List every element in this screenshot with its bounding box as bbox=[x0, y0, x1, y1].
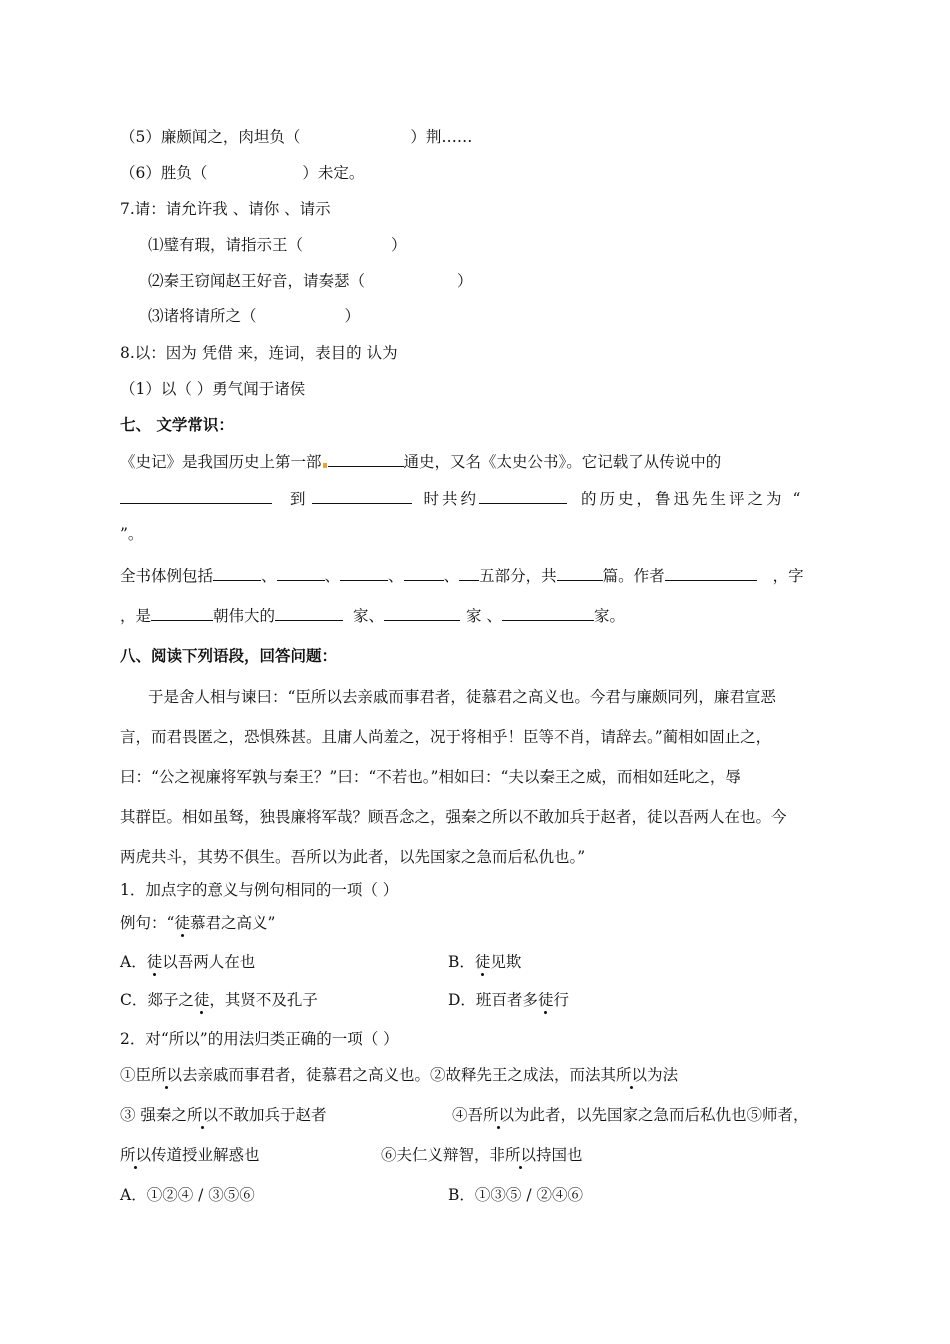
text: ①臣 bbox=[120, 1066, 152, 1084]
blank bbox=[665, 565, 757, 581]
text: ，字 bbox=[772, 567, 804, 585]
blank bbox=[328, 451, 404, 467]
question-line bbox=[120, 163, 364, 183]
text: ⑶诸将请所之（ bbox=[148, 307, 257, 325]
blank bbox=[557, 565, 603, 581]
question-2: 2．对“所以”的用法归类正确的一项（ ） bbox=[120, 1030, 399, 1048]
blank bbox=[340, 565, 388, 581]
text: ，是 bbox=[120, 607, 152, 625]
text: 为法 bbox=[647, 1066, 679, 1084]
fill-line bbox=[120, 488, 803, 509]
dotted-text: 所以 bbox=[120, 1146, 152, 1164]
text: 、 bbox=[443, 567, 460, 585]
text: 为此者，以先国家之急而后私仇也⑤师者， bbox=[514, 1106, 809, 1124]
question-line bbox=[120, 127, 472, 147]
text: 去亲戚而事君者，徒慕君之高义也。②故释先王之成法，而法其 bbox=[182, 1066, 617, 1084]
blank bbox=[502, 605, 594, 621]
option-d bbox=[448, 990, 569, 1010]
text: ）荆…… bbox=[410, 128, 473, 146]
text: 传道授业解惑也 bbox=[151, 1146, 260, 1164]
section-heading: 八、阅读下列语段，回答问题： bbox=[120, 646, 338, 665]
passage-line: 其群臣。相如虽驽，独畏廉将军哉？顾吾念之，强秦之所以不敢加兵于赵者，徒以吾两人在也。今 bbox=[120, 808, 787, 826]
dotted-char: 徒 bbox=[146, 953, 163, 971]
text: 朝伟大的 bbox=[213, 607, 276, 625]
text: （5）廉颇闻之，肉坦负（ bbox=[120, 128, 301, 146]
text: 《史记》是我国历史上第一部 bbox=[120, 453, 322, 471]
text: 篇。作者 bbox=[602, 567, 665, 585]
text: 到 bbox=[290, 490, 306, 508]
q2-line bbox=[120, 1065, 678, 1085]
text: ）未定。 bbox=[302, 164, 365, 182]
text: B． bbox=[448, 953, 475, 971]
passage-line: 两虎共斗，其势不俱生。吾所以为此者，以先国家之急而后私仇也。” bbox=[120, 848, 586, 866]
text: 、 bbox=[261, 567, 277, 585]
blank bbox=[213, 565, 261, 581]
text: 、 bbox=[388, 567, 404, 585]
text: ⑴璧有瑕，请指示王（ bbox=[148, 236, 304, 254]
dotted-text: 所以 bbox=[483, 1106, 515, 1124]
dotted-char: 徒 bbox=[537, 991, 554, 1009]
question-line: （1）以（ ）勇气闻于诸侯 bbox=[120, 380, 306, 398]
text: 、 bbox=[324, 567, 341, 585]
example-sentence bbox=[120, 913, 275, 933]
q2-line bbox=[452, 1105, 809, 1125]
text: D．班百者多 bbox=[448, 991, 538, 1009]
question-line bbox=[148, 235, 407, 255]
dotted-char: 徒 bbox=[174, 914, 190, 932]
text: 慕君之高义” bbox=[189, 914, 276, 932]
blank bbox=[275, 605, 343, 621]
text: ③ 强秦之 bbox=[120, 1106, 187, 1124]
question-line bbox=[148, 271, 473, 291]
dotted-text: 所以 bbox=[186, 1106, 218, 1124]
q2-line bbox=[120, 1105, 326, 1125]
option-a: A．①②④ / ③⑤⑥ bbox=[120, 1186, 255, 1204]
blank bbox=[151, 605, 213, 621]
option-b bbox=[448, 952, 521, 972]
option-a bbox=[120, 952, 255, 972]
blank bbox=[404, 565, 444, 581]
text: ） bbox=[391, 236, 407, 254]
text: 见欺 bbox=[490, 953, 522, 971]
text: 家、 bbox=[353, 607, 385, 625]
dotted-char: 徒 bbox=[474, 953, 491, 971]
text: ④吾 bbox=[452, 1106, 484, 1124]
fill-line bbox=[120, 605, 625, 626]
fill-line: ”。 bbox=[120, 525, 144, 543]
text: 全书体例包括 bbox=[120, 567, 214, 585]
passage-line: 曰：“公之视廉将军孰与秦王？”曰：“不若也。”相如曰：“夫以秦王之威，而相如廷叱之，辱 bbox=[120, 768, 741, 786]
dotted-text: 所以 bbox=[505, 1146, 537, 1164]
blank bbox=[479, 488, 567, 504]
text: 行 bbox=[553, 991, 569, 1009]
fill-line bbox=[120, 565, 804, 586]
text: 家。 bbox=[593, 607, 625, 625]
question-line bbox=[148, 306, 360, 326]
blank bbox=[459, 565, 479, 581]
blank bbox=[312, 488, 412, 504]
text: 例句：“ bbox=[120, 914, 175, 932]
dotted-text: 所以 bbox=[151, 1066, 183, 1084]
passage-line: 于是舍人相与谏曰：“臣所以去亲戚而事君者，徒慕君之高义也。今君与廉颇同列，廉君宣恶 bbox=[148, 688, 776, 706]
text: ） bbox=[457, 272, 473, 290]
blank bbox=[120, 488, 272, 504]
text: ⑵秦王窃闻赵王好音，请奏瑟（ bbox=[148, 272, 366, 290]
q2-line bbox=[381, 1145, 583, 1165]
question-heading: 8.以：因为 凭借 来，连词，表目的 认为 bbox=[120, 344, 398, 362]
text: 通史，又名《太史公书》。它记载了从传说中的 bbox=[403, 453, 722, 471]
text: ） bbox=[344, 307, 361, 325]
text: 五部分，共 bbox=[479, 567, 557, 585]
option-c bbox=[120, 990, 318, 1010]
question-heading: 7.请：请允许我 、请你 、请示 bbox=[120, 200, 331, 218]
text: 家 、 bbox=[466, 607, 502, 625]
text: 时共约 bbox=[423, 490, 480, 508]
text: ，其贤不及孔子 bbox=[209, 991, 318, 1009]
text: A． bbox=[120, 953, 147, 971]
dotted-text: 所以 bbox=[616, 1066, 648, 1084]
blank bbox=[277, 565, 325, 581]
text: C．郯子之 bbox=[120, 991, 194, 1009]
question-1: 1．加点字的意义与例句相同的一项（ ） bbox=[120, 881, 399, 899]
text: （6）胜负（ bbox=[120, 164, 208, 182]
blank bbox=[384, 605, 460, 621]
text: 不敢加兵于赵者 bbox=[217, 1106, 327, 1124]
option-b: B．①③⑤ / ②④⑥ bbox=[448, 1186, 583, 1204]
q2-line bbox=[120, 1145, 260, 1165]
section-heading: 七、 文学常识： bbox=[120, 415, 234, 434]
fill-line bbox=[120, 451, 721, 472]
text: 的历史，鲁迅先生评之为 “ bbox=[581, 490, 804, 508]
dotted-char: 徒 bbox=[193, 991, 210, 1009]
text: 以吾两人在也 bbox=[162, 953, 256, 971]
mark bbox=[323, 463, 327, 468]
text: ⑥夫仁义辩智，非 bbox=[381, 1146, 506, 1164]
text: 持国也 bbox=[536, 1146, 583, 1164]
passage-line: 言，而君畏匿之，恐惧殊甚。且庸人尚羞之，况于将相乎！臣等不肖，请辞去。”蔺相如固止之， bbox=[120, 728, 772, 746]
